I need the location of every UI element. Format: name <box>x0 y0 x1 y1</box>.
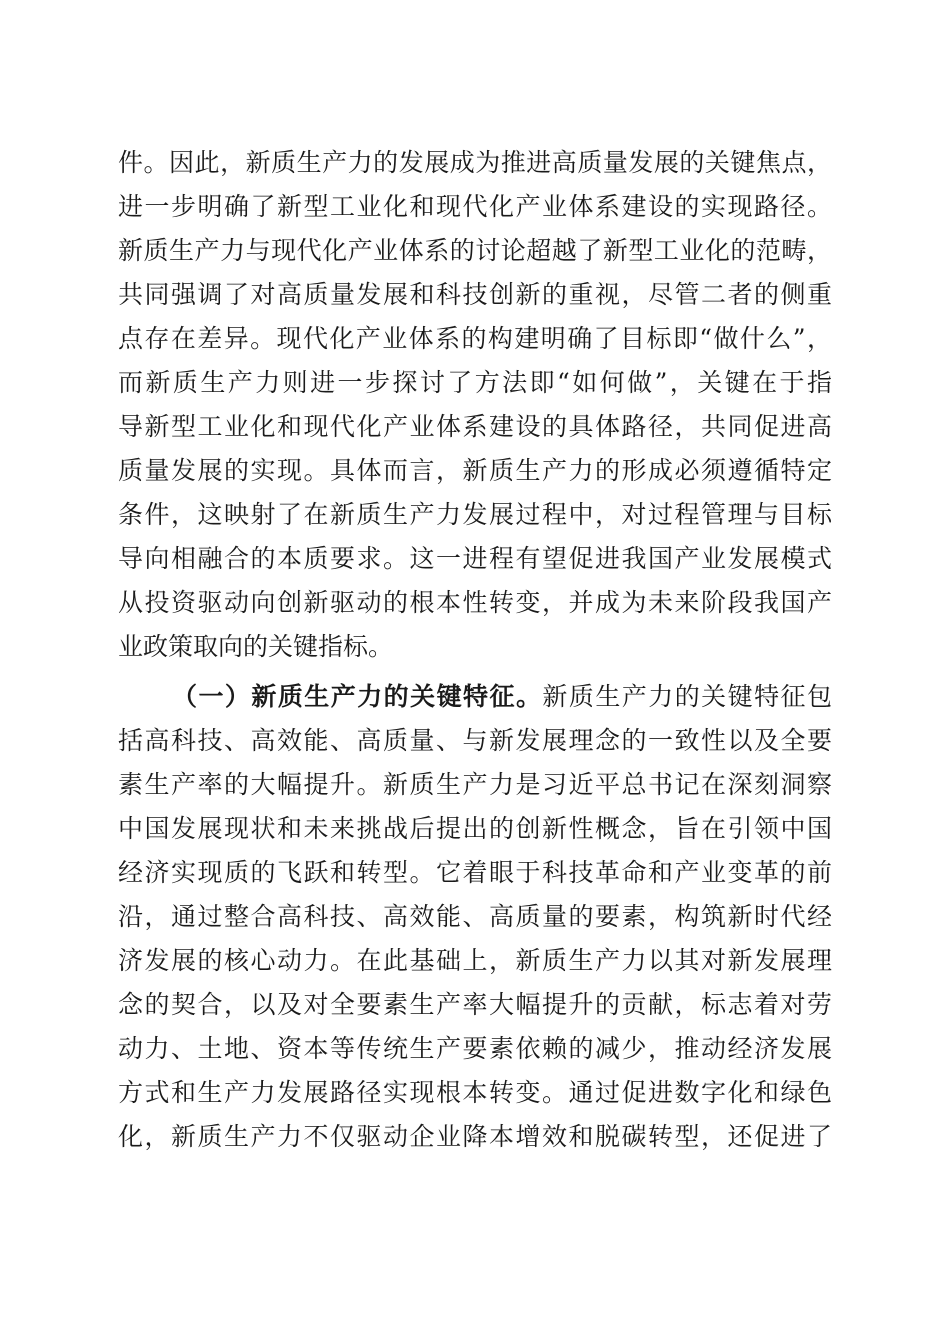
section-first-line <box>172 677 832 717</box>
text-line: 济发展的核心动力。在此基础上，新质生产力以其对新发展理 <box>118 946 832 975</box>
text-line: 动力、土地、资本等传统生产要素依赖的减少，推动经济发展 <box>118 1034 832 1063</box>
text-line: 新质生产力与现代化产业体系的讨论超越了新型工业化的范畴， <box>118 236 832 265</box>
text-line: 点存在差异。现代化产业体系的构建明确了目标即“做什么”， <box>118 324 832 353</box>
text-line: 括高科技、高效能、高质量、与新发展理念的一致性以及全要 <box>118 726 832 755</box>
text-line: 进一步明确了新型工业化和现代化产业体系建设的实现路径。 <box>118 192 832 221</box>
text-line: 件。因此，新质生产力的发展成为推进高质量发展的关键焦点， <box>118 148 832 177</box>
text-line: 从投资驱动向创新驱动的根本性转变，并成为未来阶段我国产 <box>118 588 832 617</box>
text-line: 导新型工业化和现代化产业体系建设的具体路径，共同促进高 <box>118 412 832 441</box>
text-line: 念的契合，以及对全要素生产率大幅提升的贡献，标志着对劳 <box>118 990 832 1019</box>
section-first-line-text: 新质生产力的关键特征包 <box>542 682 832 711</box>
section-heading: （一）新质生产力的关键特征。 <box>172 682 543 711</box>
text-line: 经济实现质的飞跃和转型。它着眼于科技革命和产业变革的前 <box>118 858 832 887</box>
text-line: 业政策取向的关键指标。 <box>118 632 394 661</box>
text-line: 而新质生产力则进一步探讨了方法即“如何做”，关键在于指 <box>118 368 832 397</box>
text-line: 中国发展现状和未来挑战后提出的创新性概念，旨在引领中国 <box>118 814 832 843</box>
text-line: 质量发展的实现。具体而言，新质生产力的形成必须遵循特定 <box>118 456 832 485</box>
text-line: 条件，这映射了在新质生产力发展过程中，对过程管理与目标 <box>118 500 832 529</box>
text-line: 导向相融合的本质要求。这一进程有望促进我国产业发展模式 <box>118 544 832 573</box>
text-line: 共同强调了对高质量发展和科技创新的重视，尽管二者的侧重 <box>118 280 832 309</box>
text-line: 方式和生产力发展路径实现根本转变。通过促进数字化和绿色 <box>118 1078 832 1107</box>
text-line: 素生产率的大幅提升。新质生产力是习近平总书记在深刻洞察 <box>118 770 832 799</box>
text-line: 沿，通过整合高科技、高效能、高质量的要素，构筑新时代经 <box>118 902 832 931</box>
text-line: 化，新质生产力不仅驱动企业降本增效和脱碳转型，还促进了 <box>118 1122 832 1151</box>
